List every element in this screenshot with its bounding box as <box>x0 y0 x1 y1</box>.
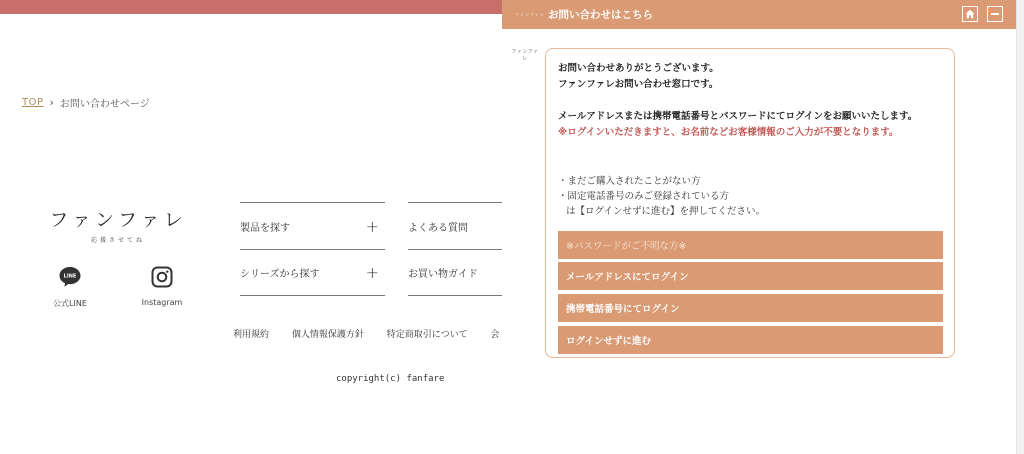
footer-link-commerce-law[interactable]: 特定商取引について <box>386 330 468 340</box>
social-line-label: 公式LINE <box>53 299 87 308</box>
line-icon <box>58 265 82 289</box>
breadcrumb-home-link[interactable]: TOP <box>22 97 44 108</box>
chat-header <box>502 0 1016 29</box>
breadcrumb <box>22 95 150 110</box>
social-instagram-label: Instagram <box>141 298 183 307</box>
menu-item-label: 製品を探す <box>240 222 290 234</box>
chat-message-bubble <box>545 48 955 358</box>
footer-link-terms[interactable]: 利用規約 <box>233 330 270 340</box>
note-line: ・まだご購入されたことがない方 <box>558 176 701 187</box>
footer-link-company[interactable]: 会 <box>490 330 500 340</box>
message-line: メールアドレスまたは携帯電話番号とパスワードにてログインをお願いいたします。 <box>558 111 918 122</box>
footer-menu-products <box>240 202 385 296</box>
footer-logo[interactable] <box>48 205 188 244</box>
message-line: お問い合わせありがとうございます。 <box>558 63 719 74</box>
logo-wordmark: ファンファレ <box>49 209 187 231</box>
chat-header-logo: ファンファレ <box>515 11 545 17</box>
copyright: copyright(c) fanfare <box>336 374 445 384</box>
footer-link-privacy[interactable]: 個人情報保護方針 <box>291 330 364 340</box>
instagram-icon <box>150 265 174 289</box>
menu-item-label: お買い物ガイド <box>408 269 478 280</box>
minimize-button[interactable] <box>987 6 1003 22</box>
forgot-password-button[interactable]: ※パスワードがご不明な方※ <box>558 231 943 259</box>
message-line: ファンファレお問い合わせ窓口です。 <box>558 79 719 90</box>
chat-notes <box>558 174 948 219</box>
login-mobile-button[interactable]: 携帯電話番号にてログイン <box>558 294 943 322</box>
page-scrollbar[interactable] <box>1016 0 1024 454</box>
breadcrumb-current: お問い合わせページ <box>59 99 150 110</box>
line-icon-text: LINE <box>63 273 77 280</box>
home-icon <box>965 9 975 19</box>
menu-item-label: よくある質問 <box>408 222 468 234</box>
menu-item-faq[interactable] <box>408 202 503 249</box>
social-line-link[interactable] <box>40 265 100 309</box>
continue-without-login-button[interactable]: ログインせずに進む <box>558 326 943 354</box>
menu-item-label: シリーズから探す <box>240 269 320 280</box>
chevron-right-icon: › <box>49 96 54 109</box>
footer-links <box>233 327 503 340</box>
footer-menu-help <box>408 202 503 296</box>
message-notice: ※ログインいただきますと、お名前などお客様情報のご入力が不要となります。 <box>558 127 899 138</box>
chat-message <box>558 61 948 141</box>
plus-icon[interactable]: + <box>365 263 379 282</box>
menu-item-shopping-guide[interactable] <box>408 249 503 296</box>
login-email-button[interactable]: メールアドレスにてログイン <box>558 262 943 290</box>
menu-item-find-by-series[interactable] <box>240 249 385 296</box>
plus-icon[interactable]: + <box>365 216 379 236</box>
note-line: ・固定電話番号のみご登録されている方 <box>558 191 730 202</box>
chat-title: お問い合わせはこちら <box>548 9 653 21</box>
note-line: は【ログインせずに進む】を押してください。 <box>566 206 766 217</box>
social-instagram-link[interactable] <box>132 265 192 307</box>
logo-tagline: 応援させてね <box>90 237 145 244</box>
menu-item-find-products[interactable] <box>240 202 385 249</box>
home-button[interactable] <box>962 6 978 22</box>
bot-avatar: ファンファレ <box>511 49 539 62</box>
minimize-icon <box>990 9 1000 19</box>
chat-widget <box>502 0 1016 370</box>
